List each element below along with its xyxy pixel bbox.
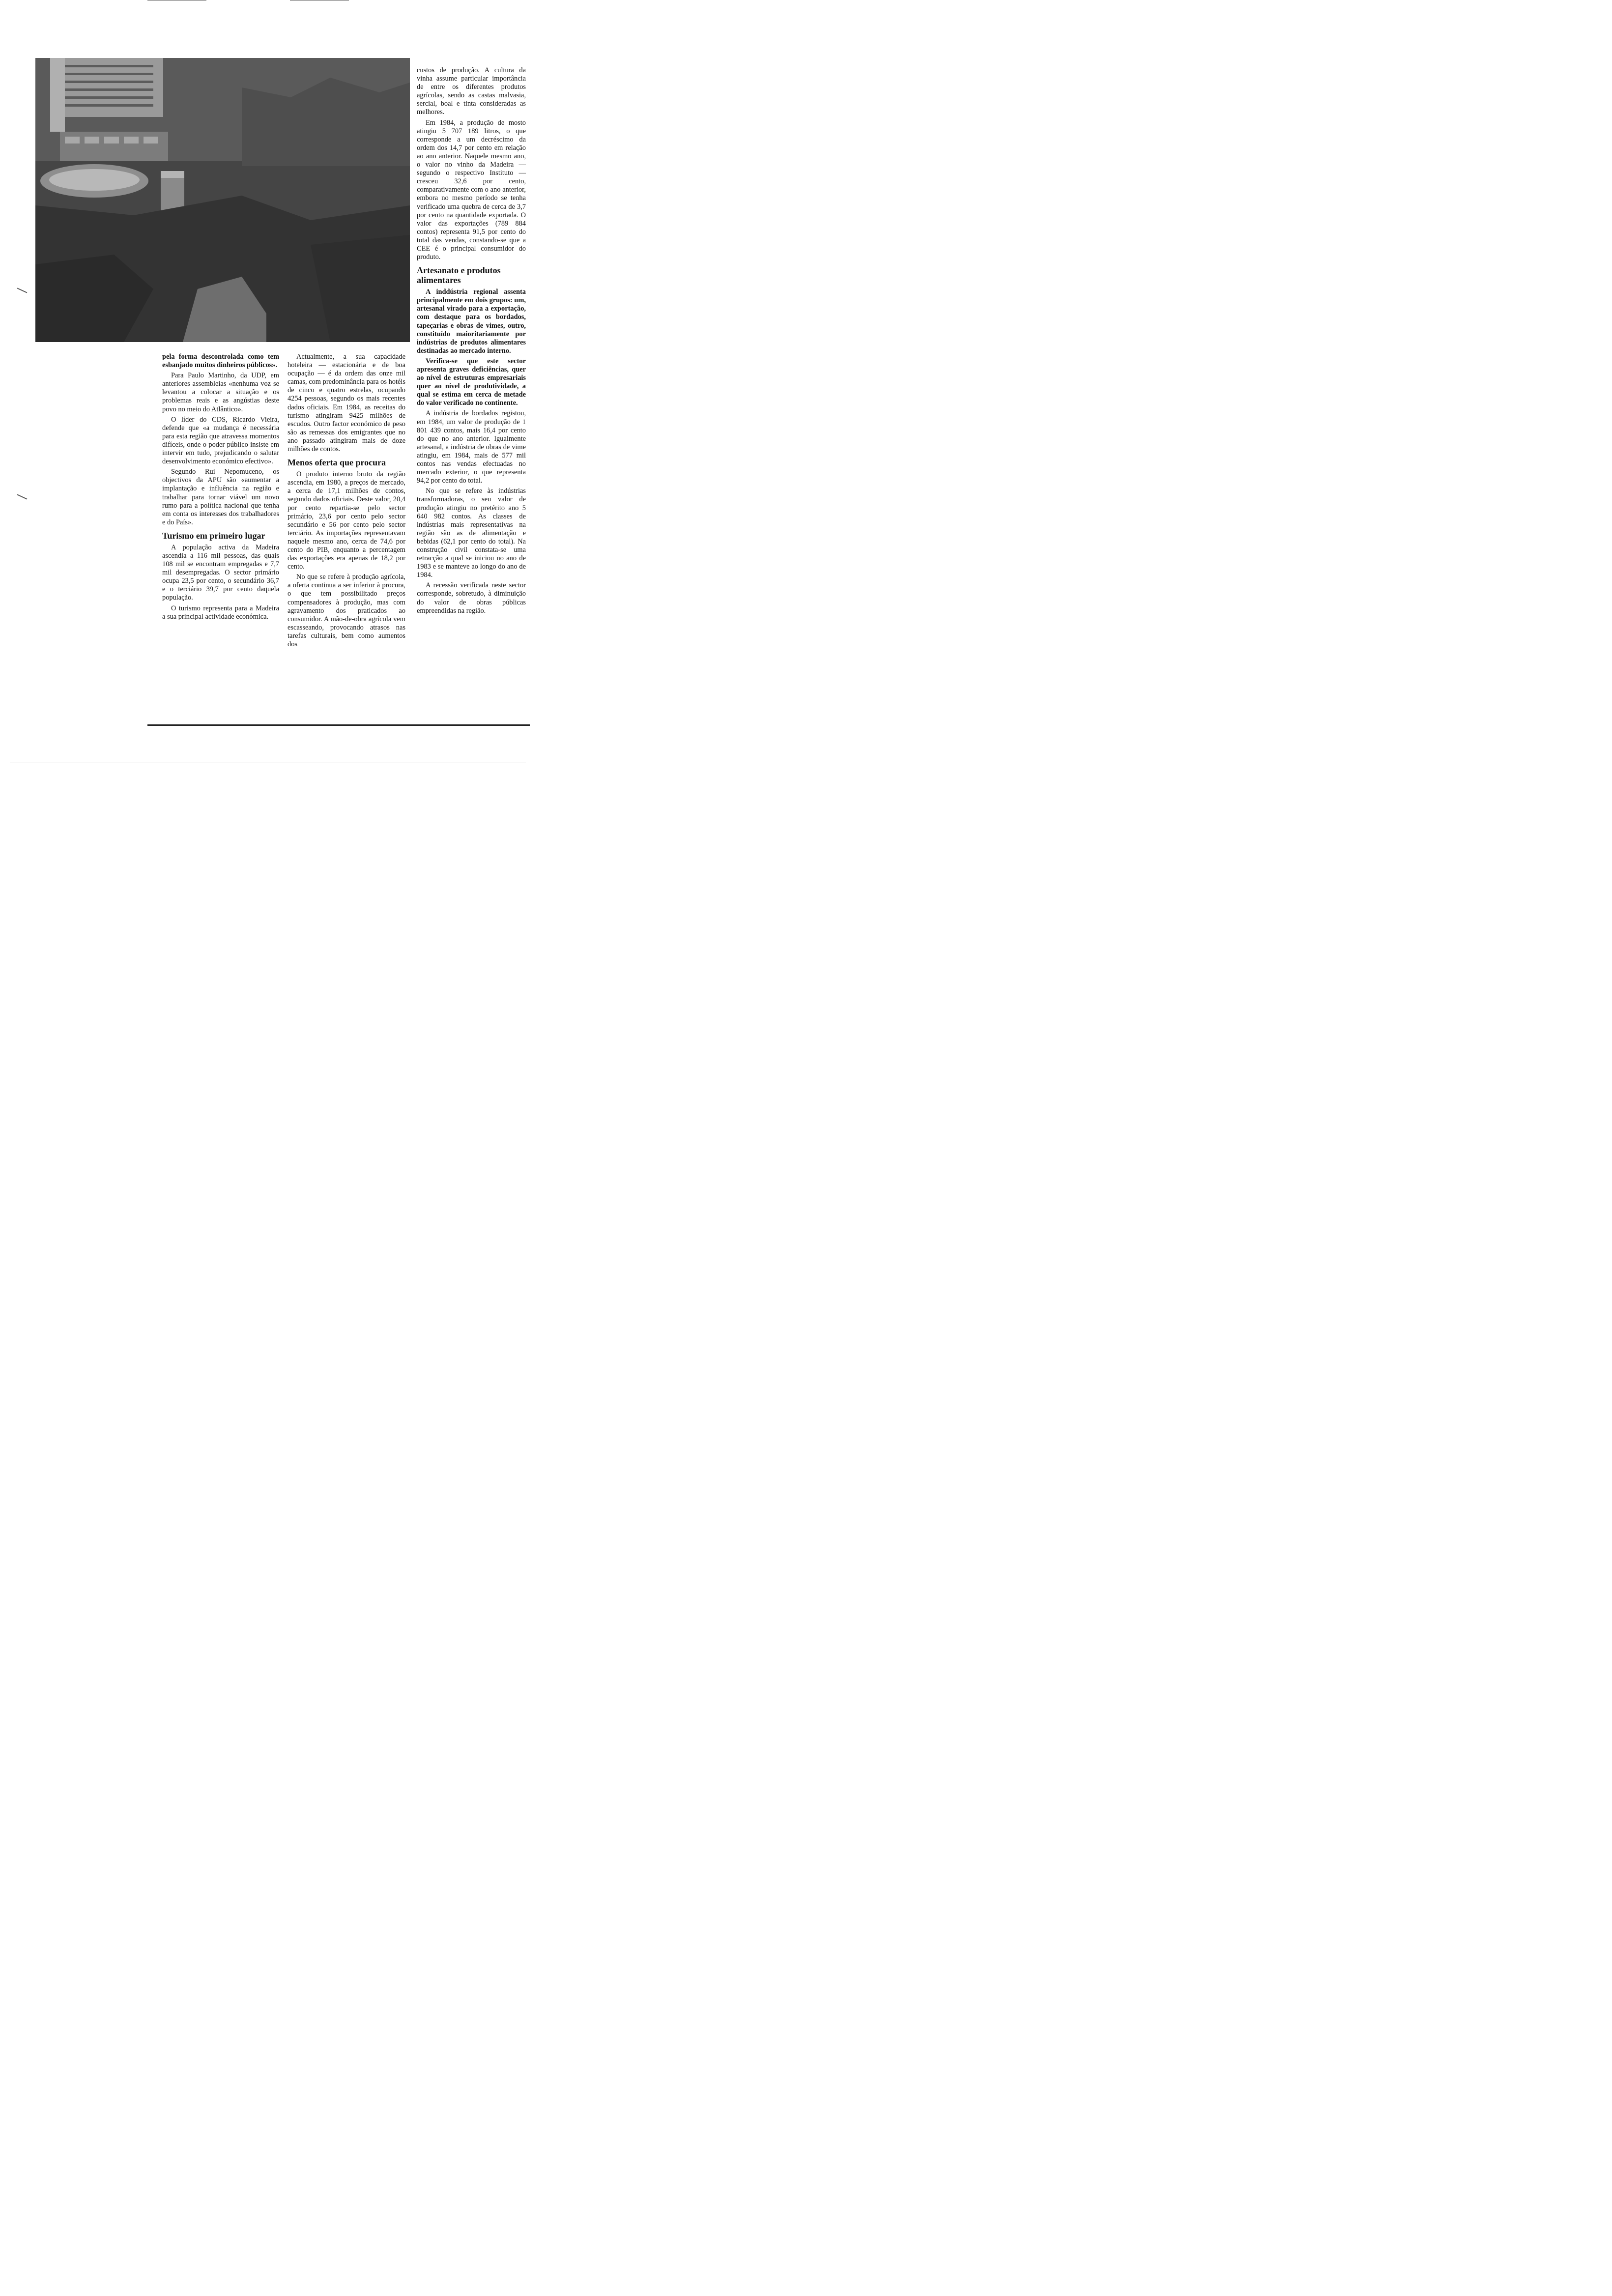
section-heading: Turismo em primeiro lugar	[162, 530, 265, 541]
news-photo	[35, 58, 410, 342]
photo-madeira-hotels-icon	[35, 58, 410, 342]
paragraph: No que se refere à produção agrícola, a oferta continua a ser inferior à procura, o que tem possibilitado preços compensadores à produção, mas com agravamento dos praticados ao consumidor. A mão-de-obra agrícola vem escasseando, provocando atrasos nas tarefas culturais, bem como aumentos dos	[288, 573, 405, 648]
paragraph: O líder do CDS, Ricardo Vieira, defende que «a mudança é necessária para esta região que atravessa momentos difíceis, onde o poder público insiste em intervir em tudo, prejudicando o salutar desenvolvimento económico efectivo».	[162, 415, 279, 466]
scan-mark	[17, 494, 28, 499]
paragraph: Em 1984, a produção de mosto atingiu 5 707 189 litros, o que corresponde a um decréscimo da ordem dos 14,7 por cento em relação ao ano anterior. Naquele mesmo ano, o valor no vinho da Madeira — segundo o respectivo Instituto — cresceu 32,6 por cento, comparativamente com o ano anterior, embora no mesmo período se tenha verificado uma quebra de cerca de 3,7 por cento na quantidade exportada. O valor das exportações (789 884 contos) representa 91,5 por cento do total das vendas, constando-se que a CEE é o principal consumidor do produto.	[417, 118, 526, 261]
article-column-left	[162, 353, 279, 623]
bottom-rule	[147, 724, 530, 726]
paragraph: O turismo representa para a Madeira a sua principal actividade económica.	[162, 604, 279, 621]
paragraph: Verifica-se que este sector apresenta graves deficiências, quer ao nível de estruturas empresariais quer ao nível de produtividade, a qual se estima em cerca de metade do valor verificado no continente.	[417, 357, 526, 407]
paragraph: custos de produção. A cultura da vinha assume particular importância de entre os diferentes produtos agrícolas, sendo as castas malvasia, sercial, boal e tinta consideradas as melhores.	[417, 66, 526, 116]
paragraph: A recessão verificada neste sector corresponde, sobretudo, à diminuição do valor de obras públicas empreendidas na região.	[417, 581, 526, 615]
paragraph: pela forma descontrolada como tem esbanjado muitos dinheiros públicos».	[162, 353, 279, 370]
newspaper-page	[0, 0, 541, 768]
paragraph: Actualmente, a sua capacidade hoteleira — estacionária e de boa ocupação — é da ordem das onze mil camas, com predominância para os hotéis de cinco e quatro estrelas, ocupando 4254 pessoas, segundo os mais recentes dados oficiais. Em 1984, as receitas do turismo atingiram 9425 milhões de escudos. Outro factor económico de peso são as remessas dos emigrantes que no ano passado atingiram mais de doze milhões de contos.	[288, 353, 405, 454]
paragraph: No que se refere às indústrias transformadoras, o seu valor de produção atingiu no pretérito ano 5 640 982 contos. As classes de indústrias mais representativas na região são as de alimentação e bebidas (62,1 por cento do total). Na construção civil constata-se uma retracção a qual se iniciou no ano de 1983 e se manteve ao longo do ano de 1984.	[417, 487, 526, 579]
article-column-right	[417, 66, 526, 617]
paragraph: Para Paulo Martinho, da UDP, em anteriores assembleias «nenhuma voz se levantou a colocar a situação e os problemas reais e as angústias deste povo no meio do Atlântico».	[162, 372, 279, 413]
scan-mark	[17, 287, 28, 293]
paragraph: Segundo Rui Nepomuceno, os objectivos da APU são «aumentar a implantação e influência na região e trabalhar para tornar viável um novo rumo para a política nacional que tenha em conta os interesses dos trabalhadores e do País».	[162, 468, 279, 526]
paragraph: A inddústria regional assenta principalmente em dois grupos: um, artesanal virado para a exportação, com destaque para os bordados, tapeçarias e obras de vimes, outro, constituído maioritariamente por indústrias de produtos alimentares destinadas ao mercado interno.	[417, 288, 526, 355]
paragraph: O produto interno bruto da região ascendia, em 1980, a preços de mercado, a cerca de 17,1 milhões de contos, segundo dados oficiais. Deste valor, 20,4 por cento repartia-se pelo sector primário, 23,6 por cento pelo sector secundário e 56 por cento pelo sector terciário. As importações representavam naquele mesmo ano, cerca de 74,6 por cento do PIB, enquanto a percentagem das exportações era apenas de 18,2 por cento.	[288, 470, 405, 571]
paragraph: A população activa da Madeira ascendia a 116 mil pessoas, das quais 108 mil se encontram empregadas e 7,7 mil desempregadas. O sector primário ocupa 23,5 por cento, o secundário 36,7 e o terciário 39,7 por cento daquela população.	[162, 543, 279, 602]
paragraph: A indústria de bordados registou, em 1984, um valor de produção de 1 801 439 contos, mais 16,4 por cento do que no ano anterior. Igualmente artesanal, a indústria de obras de vime atingiu, em 1984, mais de 577 mil contos nas vendas efectuadas no mercado exterior, o que representa 94,2 por cento do total.	[417, 409, 526, 485]
section-heading: Menos oferta que procura	[288, 458, 386, 468]
article-column-middle	[288, 353, 405, 651]
section-heading: Artesanato e produtos alimentares	[417, 265, 501, 286]
